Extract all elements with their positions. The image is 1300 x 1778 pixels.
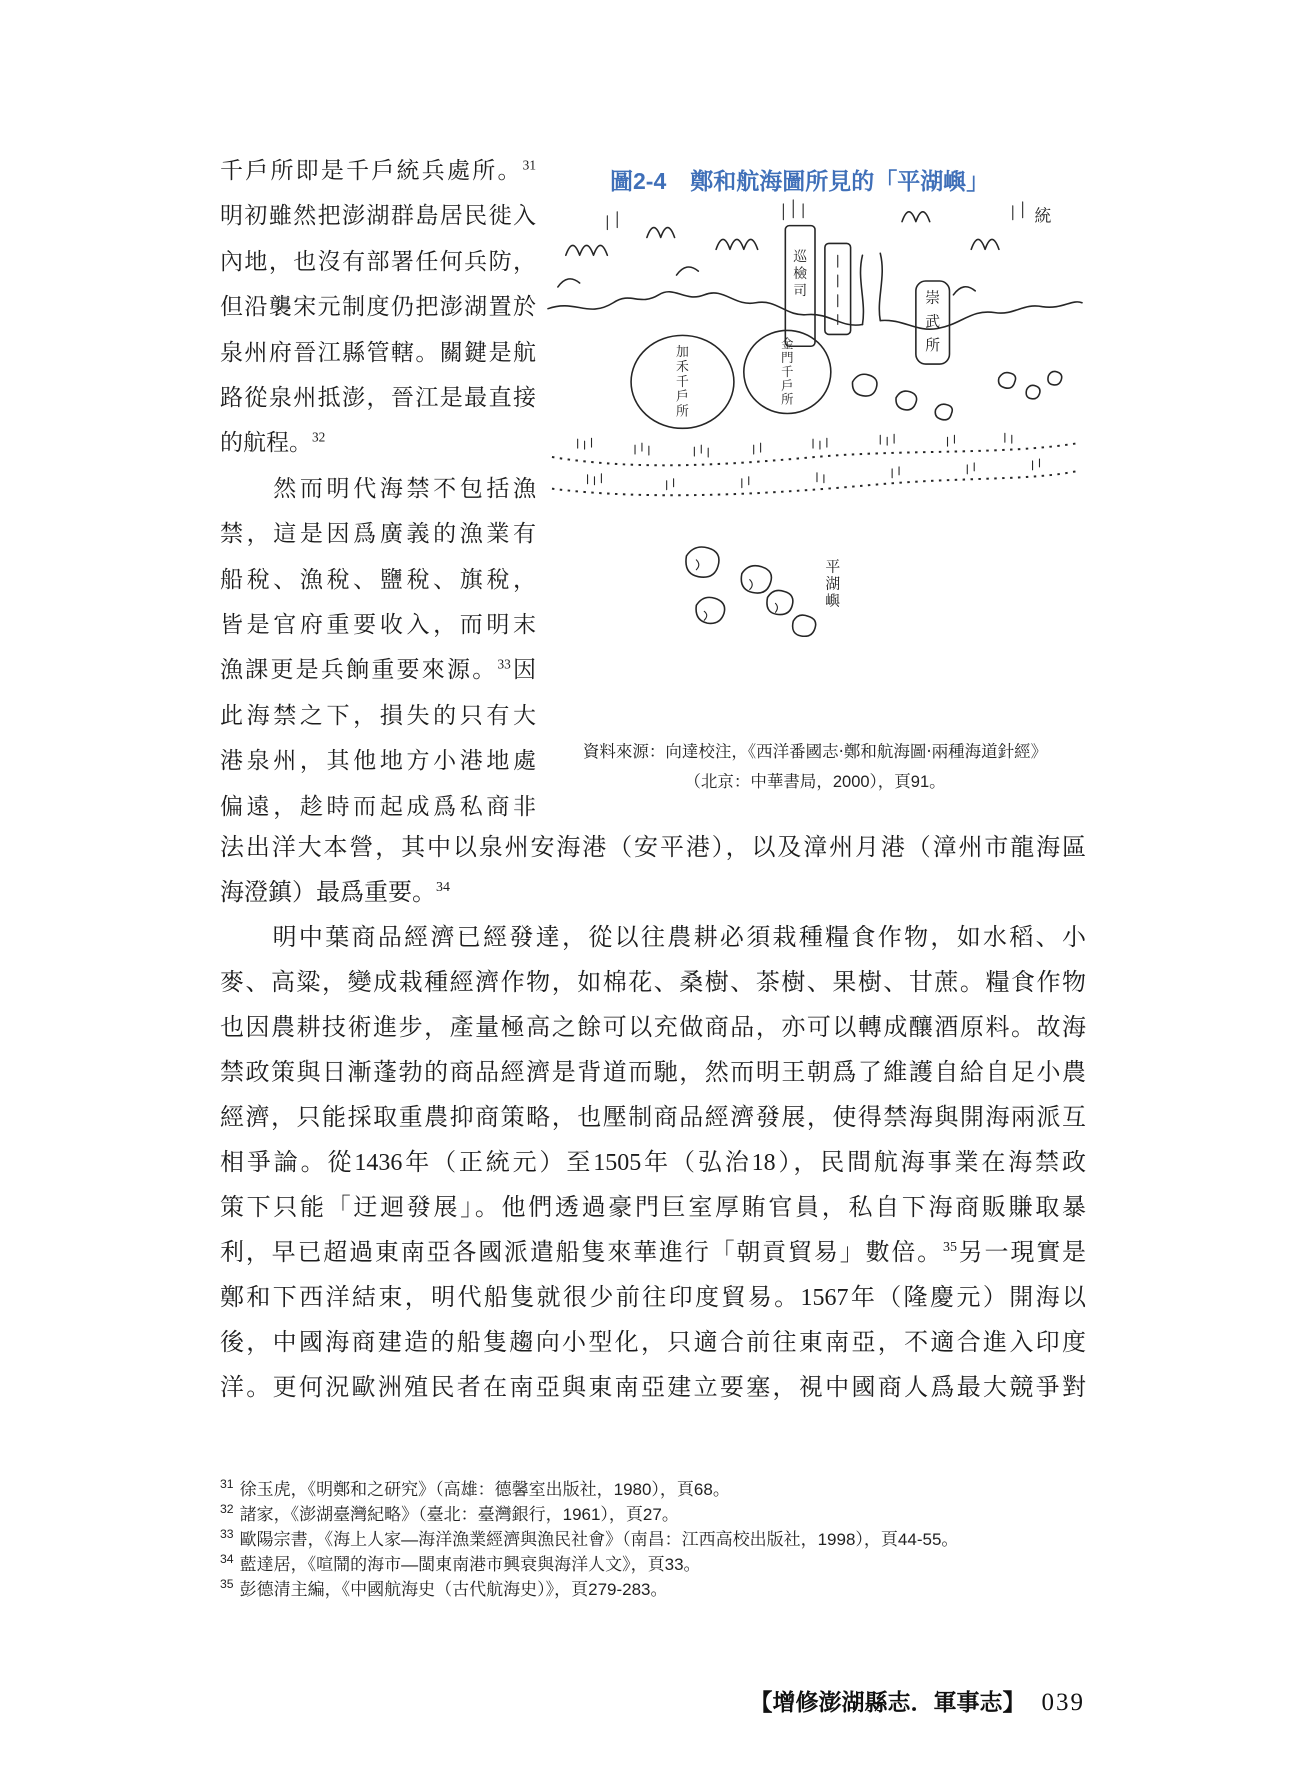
- text-line: 千戶所即是千戶統兵處所。$^{31}$: [220, 157, 536, 183]
- map-route-line-1: [552, 443, 1078, 465]
- map-fort-label: 崇武所: [925, 290, 941, 355]
- footnote-text: 歐陽宗書，《海上人家—海洋漁業經濟與漁民社會》（南昌：江西高校出版社，1998），頁44-55。: [239, 1530, 959, 1549]
- text-line: 經濟，只能採取重農抑商策略，也壓制商品經濟發展，使得禁海與開海兩派互: [220, 1105, 1086, 1131]
- text-line: 船稅、漁稅、鹽稅、旗稅，: [220, 566, 536, 592]
- map-route-notes: [578, 433, 1040, 489]
- figure-source-line1: 資料來源：向達校注，《西洋番國志‧鄭和航海圖‧兩種海道針經》: [582, 743, 1048, 761]
- map-island-left-label: 加禾千戶所: [676, 345, 689, 419]
- map-river: [861, 253, 883, 324]
- text-line: 港泉州，其他地方小港地處: [220, 748, 536, 774]
- zheng-he-map-drawing: [545, 192, 1085, 637]
- text-line: 後，中國海商建造的船隻趨向小型化，只適合前往東南亞，不適合進入印度: [220, 1330, 1086, 1356]
- text-line: 皆是官府重要收入，而明末: [220, 612, 536, 638]
- footnote-number: 31: [220, 1477, 234, 1492]
- footnotes-block: [220, 1477, 1100, 1602]
- footnote-reference: 32: [312, 429, 326, 445]
- map-coast-texture: [607, 200, 1022, 230]
- footnote-text: 徐玉虎，《明鄭和之研究》（高雄：德馨室出版社，1980），頁68。: [239, 1480, 730, 1499]
- text-line: 明初雖然把澎湖群島居民徙入: [220, 203, 536, 229]
- footnote-line: [220, 1527, 1100, 1552]
- footnote-number: 35: [220, 1577, 234, 1592]
- text-line: 禁，這是因爲廣義的漁業有: [220, 521, 536, 547]
- footnote-reference: 31: [522, 157, 536, 173]
- footnote-reference: 34: [436, 880, 450, 895]
- text-line: 偏遠，趁時而起成爲私商非: [220, 793, 536, 819]
- footer-page-number: 039: [1041, 1689, 1085, 1716]
- figure-source: [540, 737, 1090, 797]
- text-line: 然而明代海禁不包括漁: [273, 475, 537, 501]
- map-coastline-right: [880, 302, 1082, 329]
- text-line: 明中葉商品經濟已經發達，從以往農耕必須栽種糧食作物，如水稻、小: [272, 925, 1086, 951]
- map-islets-bottom: [686, 547, 816, 636]
- page-footer: [750, 1684, 1086, 1717]
- map-island-right-label: 金門千戶所: [781, 337, 794, 407]
- text-line: 麥、高粱，變成栽種經濟作物，如棉花、桑樹、茶樹、果樹、甘蔗。糧食作物: [220, 970, 1086, 996]
- figure-caption-title: 鄭和航海圖所見的「平湖嶼」: [690, 168, 990, 194]
- map-mountains: [566, 212, 999, 256]
- footnote-text: 彭德清主編，《中國航海史（古代航海史）》，頁279-283。: [239, 1580, 668, 1599]
- figure-map-image: [545, 192, 1085, 637]
- footnote-number: 34: [220, 1552, 234, 1567]
- map-islet-group-label: 平湖嶼: [825, 559, 841, 610]
- map-coast-hills: [558, 267, 975, 295]
- footnote-text: 諸家，《澎湖臺灣紀略》（臺北：臺灣銀行，1961），頁27。: [239, 1505, 679, 1524]
- footnote-line: [220, 1502, 1100, 1527]
- text-line: 泉州府晉江縣管轄。關鍵是航: [220, 339, 536, 365]
- footnote-line: [220, 1577, 1100, 1602]
- map-cartouche-label: 巡檢司: [793, 249, 808, 298]
- text-line: 內地，也沒有部署任何兵防，: [220, 248, 536, 274]
- text-line: 的航程。$^{32}$: [220, 429, 326, 456]
- left-text-column: [220, 148, 536, 829]
- footnote-number: 32: [220, 1502, 234, 1517]
- map-route-line-2: [552, 471, 1078, 495]
- text-line: 海澄鎮）最爲重要。$^{34}$: [220, 880, 450, 906]
- footnote-line: [220, 1477, 1100, 1502]
- figure-source-line2: （北京：中華書局，2000），頁91。: [684, 773, 946, 791]
- footnote-line: [220, 1552, 1100, 1577]
- text-line: 策下只能「迂迴發展」。他們透過豪門巨室厚賄官員，私自下海商販賺取暴: [220, 1195, 1086, 1221]
- text-line: 相爭論。從1436年（正統元）至1505年（弘治18），民間航海事業在海禁政: [220, 1150, 1086, 1176]
- text-line: 此海禁之下，損失的只有大: [220, 702, 536, 728]
- footnote-reference: 35: [943, 1240, 957, 1255]
- footnote-text: 藍達居，《喧鬧的海市—閩東南港市興衰與海洋人文》，頁33。: [239, 1555, 701, 1574]
- text-line: 禁政策與日漸蓬勃的商品經濟是背道而馳，然而明王朝爲了維護自給自足小農: [220, 1060, 1086, 1086]
- text-line: 洋。更何況歐洲殖民者在南亞與東南亞建立要塞，視中國商人爲最大競爭對: [220, 1375, 1086, 1401]
- footnote-number: 33: [220, 1527, 234, 1542]
- text-line: 利，早已超過東南亞各國派遣船隻來華進行「朝貢貿易」數倍。$^{35}$另一現實是: [220, 1240, 1087, 1266]
- text-line: 法出洋大本營，其中以泉州安海港（安平港），以及漳州月港（漳州市龍海區: [220, 835, 1086, 861]
- text-line: 但沿襲宋元制度仍把澎湖置於: [220, 294, 536, 320]
- body-text-block: [220, 826, 1086, 1411]
- map-islets-mid: [852, 371, 1061, 419]
- text-line: 鄭和下西洋結束，明代船隻就很少前往印度貿易。1567年（隆慶元）開海以: [220, 1285, 1086, 1311]
- figure-caption-label: 圖2-4: [610, 168, 667, 194]
- map-coast-char: 統: [1034, 206, 1052, 226]
- text-line: 也因農耕技術進步，產量極高之餘可以充做商品，亦可以轉成釀酒原料。故海: [220, 1015, 1086, 1041]
- footer-book-title: 【增修澎湖縣志．軍事志】: [749, 1689, 1026, 1715]
- footnote-reference: 33: [497, 656, 511, 672]
- text-line: 路從泉州抵澎，晉江是最直接: [220, 385, 536, 411]
- text-line: 漁課更是兵餉重要來源。$^{33}$因: [220, 656, 537, 683]
